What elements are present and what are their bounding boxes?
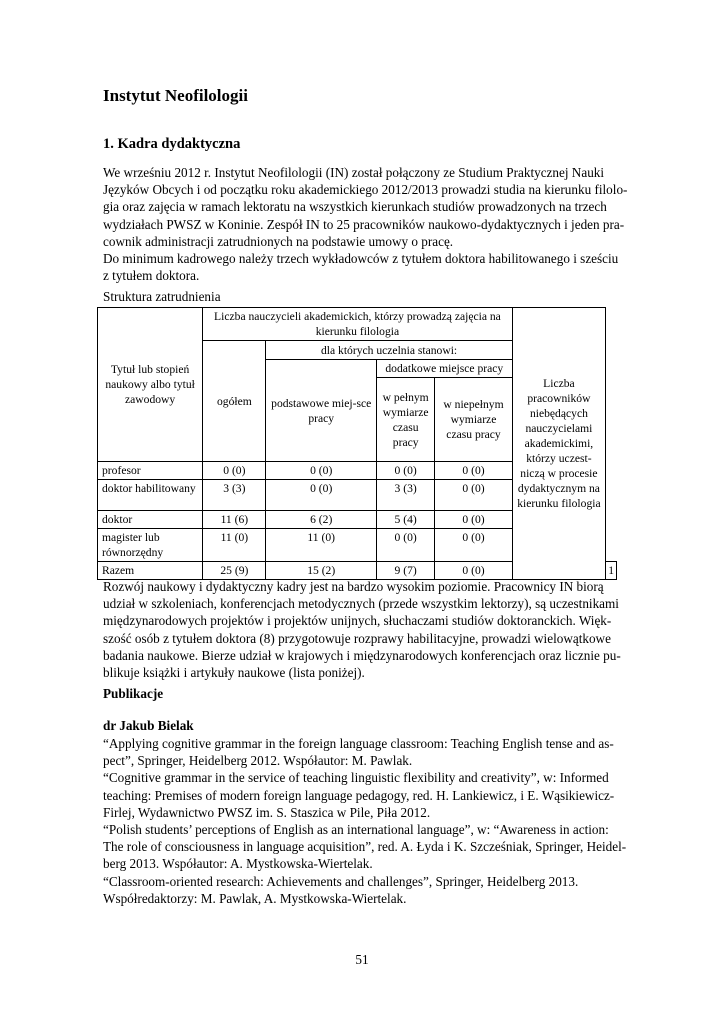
header-total-cell: ogółem [203, 341, 266, 462]
text-line: wydziałach PWSZ w Koninie. Zespół IN to 25 pracowników naukowo-dydaktycznych i jeden pra- [103, 216, 625, 232]
publications-heading: Publikacje [103, 686, 164, 701]
text-line: cownik administracji zatrudnionych na podstawie umowy o pracę. [103, 233, 454, 249]
header-part-cell: w niepełnym wymiarze czasu pracy [435, 378, 512, 462]
cell-primary: 0 (0) [266, 480, 376, 511]
sum-nonacademic: 1 [606, 562, 617, 580]
header-title-cell: Tytuł lub stopień naukowy albo tytuł zawodowy [98, 308, 203, 462]
text-line: “Cognitive grammar in the service of teaching linguistic flexibility and creativity”, w: Informed [103, 770, 609, 786]
row-label: doktor [98, 511, 203, 529]
page-title: Instytut Neofilologii [103, 86, 248, 105]
text-line: berg 2013. Współautor: A. Mystkowska-Wiertelak. [103, 856, 373, 872]
sum-primary: 15 (2) [266, 562, 376, 580]
text-line: Rozwój naukowy i dydaktyczny kadry jest na bardzo wysokim poziomie. Pracownicy IN biorą [103, 579, 604, 594]
text-line: Firlej, Wydawnictwo PWSZ im. S. Staszica w Pile, Piła 2012. [103, 804, 431, 820]
publications-list [103, 735, 627, 907]
header-nonacademic-cell: Liczba pracowników niebędących nauczycielami akademickimi, którzy uczest-niczą w procesie dydaktycznym na kierunku filologia [512, 308, 606, 580]
cell-total: 11 (6) [203, 511, 266, 529]
header-employer-cell: dla których uczelnia stanowi: [266, 341, 512, 360]
header-group-cell: Liczba nauczycieli akademickich, którzy prowadzą zajęcia na kierunku filologia [203, 308, 512, 341]
author-name: dr Jakub Bielak [103, 718, 194, 733]
cell-primary: 0 (0) [266, 462, 376, 480]
text-line: “Applying cognitive grammar in the foreign language classroom: Teaching English tense and as- [103, 736, 614, 751]
table-caption: Struktura zatrudnienia [103, 289, 221, 304]
text-line: gia oraz zajęcia w ramach lektoratu na wszystkich kierunkach studiów prowadzonych na trzech [103, 199, 607, 215]
cell-primary: 11 (0) [266, 529, 376, 562]
text-line: The role of consciousness in language acquisition”, red. A. Łyda i K. Szcześniak, Springer, Heidel- [103, 839, 627, 855]
text-line: udział w szkoleniach, konferencjach metodycznych (przede wszystkim lektorzy), są uczestnikami [103, 596, 619, 612]
text-line: badania naukowe. Bierze udział w krajowych i międzynarodowych konferencjach oraz licznie pu- [103, 647, 621, 663]
text-line: Współredaktorzy: M. Pawlak, A. Mystkowska-Wiertelak. [103, 890, 407, 906]
row-label: profesor [98, 462, 203, 480]
cell-full: 0 (0) [376, 529, 434, 562]
cell-part: 0 (0) [435, 480, 512, 511]
cell-total: 11 (0) [203, 529, 266, 562]
cell-part: 0 (0) [435, 529, 512, 562]
cell-total: 0 (0) [203, 462, 266, 480]
section-heading: 1. Kadra dydaktyczna [103, 136, 241, 152]
cell-full: 3 (3) [376, 480, 434, 511]
text-line: blikuje książki i artykuły naukowe (lista poniżej). [103, 665, 365, 681]
cell-part: 0 (0) [435, 511, 512, 529]
text-line: międzynarodowych projektów i projektów unijnych, słuchaczami studiów doktoranckich. Więk- [103, 613, 612, 629]
sum-full: 9 (7) [376, 562, 434, 580]
text-line: Języków Obcych i od początku roku akademickiego 2012/2013 prowadzi studia na kierunku filolo- [103, 182, 628, 198]
staff-table [97, 307, 617, 580]
development-paragraph [103, 578, 623, 681]
intro-paragraph [103, 164, 628, 284]
header-full-cell: w pełnym wymiarze czasu pracy [376, 378, 434, 462]
row-label: doktor habilitowany [98, 480, 203, 511]
text-line: “Classroom-oriented research: Achievements and challenges”, Springer, Heidelberg 2013. [103, 873, 579, 889]
header-additional-cell: dodatkowe miejsce pracy [376, 360, 512, 378]
text-line: “Polish students’ perceptions of English as an international language”, w: “Awareness in action: [103, 822, 609, 838]
text-line: szość osób z tytułem doktora (8) przygotowuje rozprawy habilitacyjne, prowadzi wielowątkowe [103, 630, 611, 646]
text-line: pect”, Springer, Heidelberg 2012. Współautor: M. Pawlak. [103, 753, 413, 769]
page-number: 51 [355, 952, 369, 967]
cell-total: 3 (3) [203, 480, 266, 511]
cell-part: 0 (0) [435, 462, 512, 480]
cell-full: 0 (0) [376, 462, 434, 480]
text-line: z tytułem doktora. [103, 268, 200, 284]
cell-primary: 6 (2) [266, 511, 376, 529]
cell-full: 5 (4) [376, 511, 434, 529]
header-primary-cell: podstawowe miej-sce pracy [266, 360, 376, 462]
sum-label: Razem [98, 562, 203, 580]
row-label: magister lub równorzędny [98, 529, 203, 562]
text-line: We wrześniu 2012 r. Instytut Neofilologii (IN) został połączony ze Studium Praktycznej Nauki [103, 165, 605, 180]
text-line: teaching: Premises of modern foreign language pedagogy, red. H. Lankiewicz, i E. Wąsikiewicz- [103, 787, 615, 803]
sum-total: 25 (9) [203, 562, 266, 580]
sum-part: 0 (0) [435, 562, 512, 580]
text-line: Do minimum kadrowego należy trzech wykładowców z tytułem doktora habilitowanego i sześciu [103, 251, 619, 267]
